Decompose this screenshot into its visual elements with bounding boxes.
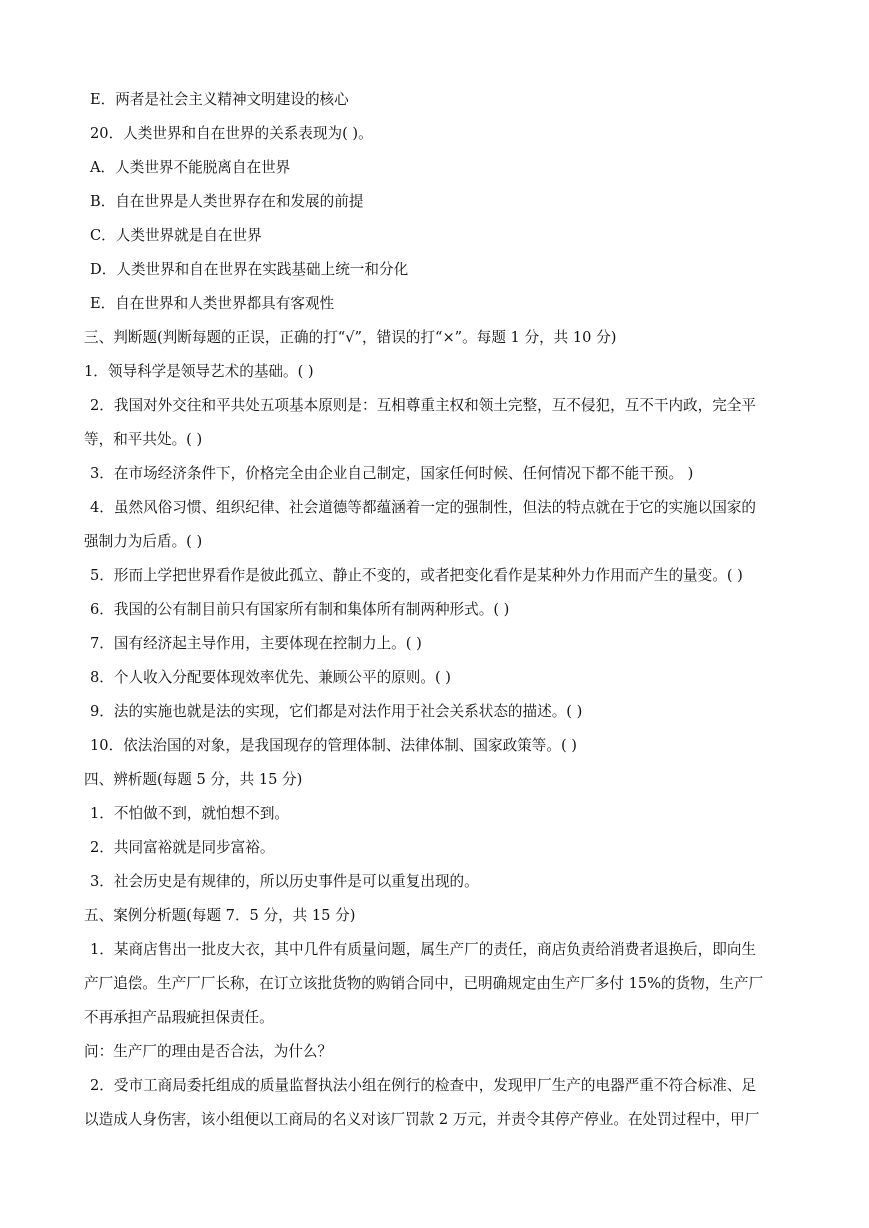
- case-1-line-3: 不再承担产品瑕疵担保责任。: [84, 1009, 274, 1026]
- analysis-question-2: 2．共同富裕就是同步富裕。: [90, 839, 275, 856]
- case-1-question: 问：生产厂的理由是否合法，为什么？: [84, 1043, 333, 1060]
- tf-question-7: 7．国有经济起主导作用，主要体现在控制力上。( ): [90, 635, 422, 652]
- case-1-line-2: 产厂追偿。生产厂厂长称，在订立该批货物的购销合同中，已明确规定由生产厂多付 15%的货物，生产厂: [84, 975, 764, 992]
- option-d-q20: D．人类世界和自在世界在实践基础上统一和分化: [90, 261, 409, 278]
- document-body: [84, 88, 786, 1142]
- section-heading-true-false: 三、判断题(判断每题的正误，正确的打“√”，错误的打“×”。每题 1 分，共 10 分): [84, 329, 617, 346]
- tf-question-2-line-2: 等，和平共处。( ): [84, 431, 203, 448]
- tf-question-8: 8．个人收入分配要体现效率优先、兼顾公平的原则。( ): [90, 669, 451, 686]
- option-a-q20: A．人类世界不能脱离自在世界: [90, 159, 291, 176]
- case-1-line-1: 1．某商店售出一批皮大衣，其中几件有质量问题，属生产厂的责任，商店负责给消费者退换后，即向生: [90, 941, 757, 958]
- tf-question-2-line-1: 2．我国对外交往和平共处五项基本原则是：互相尊重主权和领土完整，互不侵犯，互不干内政，完全平: [90, 397, 757, 414]
- option-c-q20: C．人类世界就是自在世界: [90, 227, 262, 244]
- tf-question-6: 6．我国的公有制目前只有国家所有制和集体所有制两种形式。( ): [90, 601, 510, 618]
- tf-question-10: 10．依法治国的对象，是我国现存的管理体制、法律体制、国家政策等。( ): [90, 737, 578, 754]
- tf-question-4-line-2: 强制力为后盾。( ): [84, 533, 203, 550]
- case-2-line-1: 2．受市工商局委托组成的质量监督执法小组在例行的检查中，发现甲厂生产的电器严重不符合标准、足: [90, 1077, 757, 1094]
- tf-question-9: 9．法的实施也就是法的实现，它们都是对法作用于社会关系状态的描述。( ): [90, 703, 583, 720]
- option-b-q20: B．自在世界是人类世界存在和发展的前提: [90, 193, 364, 210]
- section-heading-analysis: 四、辨析题(每题 5 分，共 15 分): [84, 771, 303, 788]
- analysis-question-3: 3．社会历史是有规律的，所以历史事件是可以重复出现的。: [90, 873, 479, 890]
- case-2-line-2: 以造成人身伤害，该小组便以工商局的名义对该厂罚款 2 万元，并责令其停产停业。在处罚过程中，甲厂: [84, 1111, 760, 1128]
- tf-question-3: 3．在市场经济条件下，价格完全由企业自己制定，国家任何时候、任何情况下都不能干预。 ): [90, 465, 694, 482]
- section-heading-case-analysis: 五、案例分析题(每题 7．5 分，共 15 分): [84, 907, 356, 924]
- tf-question-4-line-1: 4．虽然风俗习惯、组织纪律、社会道德等都蕴涵着一定的强制性，但法的特点就在于它的实施以国家的: [90, 499, 757, 516]
- option-e-q19: E．两者是社会主义精神文明建设的核心: [90, 91, 349, 108]
- option-e-q20: E．自在世界和人类世界都具有客观性: [90, 295, 335, 312]
- analysis-question-1: 1．不怕做不到，就怕想不到。: [90, 805, 290, 822]
- tf-question-1: 1．领导科学是领导艺术的基础。( ): [84, 363, 314, 380]
- question-20: 20．人类世界和自在世界的关系表现为( )。: [90, 125, 373, 142]
- tf-question-5: 5．形而上学把世界看作是彼此孤立、静止不变的，或者把变化看作是某种外力作用而产生的量变。( ): [90, 567, 743, 584]
